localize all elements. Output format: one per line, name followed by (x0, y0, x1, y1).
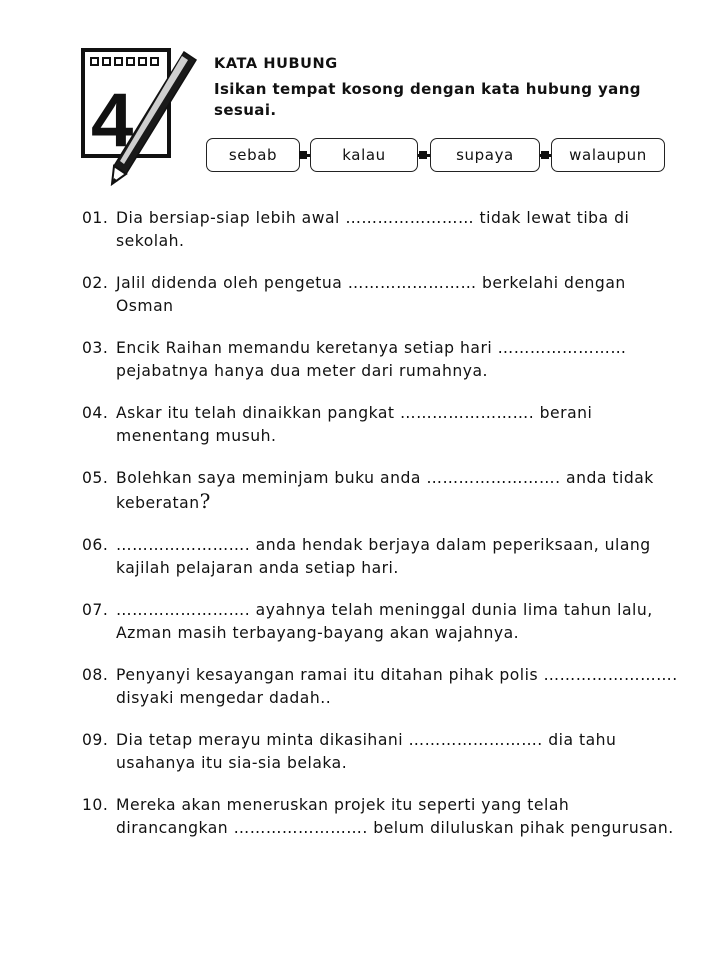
question-text: Dia tetap merayu minta dikasihani ……………………. dia tahu usahanya itu sia-sia belaka. (116, 731, 617, 772)
word-chip-kalau: kalau (310, 138, 418, 172)
connector-dot (541, 151, 549, 159)
question-mark: ? (199, 488, 211, 513)
question-item (82, 794, 682, 839)
question-text-wrapper (116, 467, 682, 514)
question-number: 03. (82, 339, 109, 357)
question-item (82, 207, 682, 252)
word-chip-supaya: supaya (430, 138, 540, 172)
question-item (82, 599, 682, 644)
word-chip-sebab: sebab (206, 138, 300, 172)
word-chip-walaupun: walaupun (551, 138, 665, 172)
question-number: 04. (82, 404, 109, 422)
question-item (82, 337, 682, 382)
question-text: Bolehkan saya meminjam buku anda ……………………. anda tidak keberatan (116, 469, 654, 512)
question-text: Askar itu telah dinaikkan pangkat ……………………. berani menentang musuh. (116, 404, 593, 445)
question-text: ……………………. anda hendak berjaya dalam peperiksaan, ulang kajilah pelajaran anda setiap hari. (116, 536, 651, 577)
question-number: 07. (82, 601, 109, 619)
question-number: 10. (82, 796, 109, 814)
question-text: Jalil didenda oleh pengetua …………………… berkelahi dengan Osman (116, 274, 626, 315)
question-item (82, 402, 682, 447)
question-list (82, 207, 682, 859)
question-number: 09. (82, 731, 109, 749)
question-text: Mereka akan meneruskan projek itu seperti yang telah dirancangkan ……………………. belum diluluskan pihak pengurusan. (116, 796, 674, 837)
notepad-pen-icon (80, 46, 200, 186)
question-text: Penyanyi kesayangan ramai itu ditahan pihak polis ……………………. disyaki mengedar dadah.. (116, 666, 678, 707)
question-item (82, 664, 682, 709)
question-text: Encik Raihan memandu keretanya setiap hari …………………… pejabatnya hanya dua meter dari rumahnya. (116, 339, 627, 380)
connector-dot (419, 151, 427, 159)
question-item (82, 467, 682, 514)
section-title: KATA HUBUNG (214, 56, 338, 72)
instruction-text: Isikan tempat kosong dengan kata hubung yang sesuai. (214, 80, 641, 119)
question-number: 02. (82, 274, 109, 292)
word-bank (185, 138, 665, 172)
question-number: 06. (82, 536, 109, 554)
section-number: 4 (91, 78, 134, 163)
question-item (82, 534, 682, 579)
question-number: 08. (82, 666, 109, 684)
question-item (82, 272, 682, 317)
question-item (82, 729, 682, 774)
question-text: ……………………. ayahnya telah meninggal dunia lima tahun lalu, Azman masih terbayang-bayang akan wajahnya. (116, 601, 653, 642)
question-text: Dia bersiap-siap lebih awal …………………… tidak lewat tiba di sekolah. (116, 209, 630, 250)
question-number: 05. (82, 469, 109, 487)
question-number: 01. (82, 209, 109, 227)
connector-dot (299, 151, 307, 159)
